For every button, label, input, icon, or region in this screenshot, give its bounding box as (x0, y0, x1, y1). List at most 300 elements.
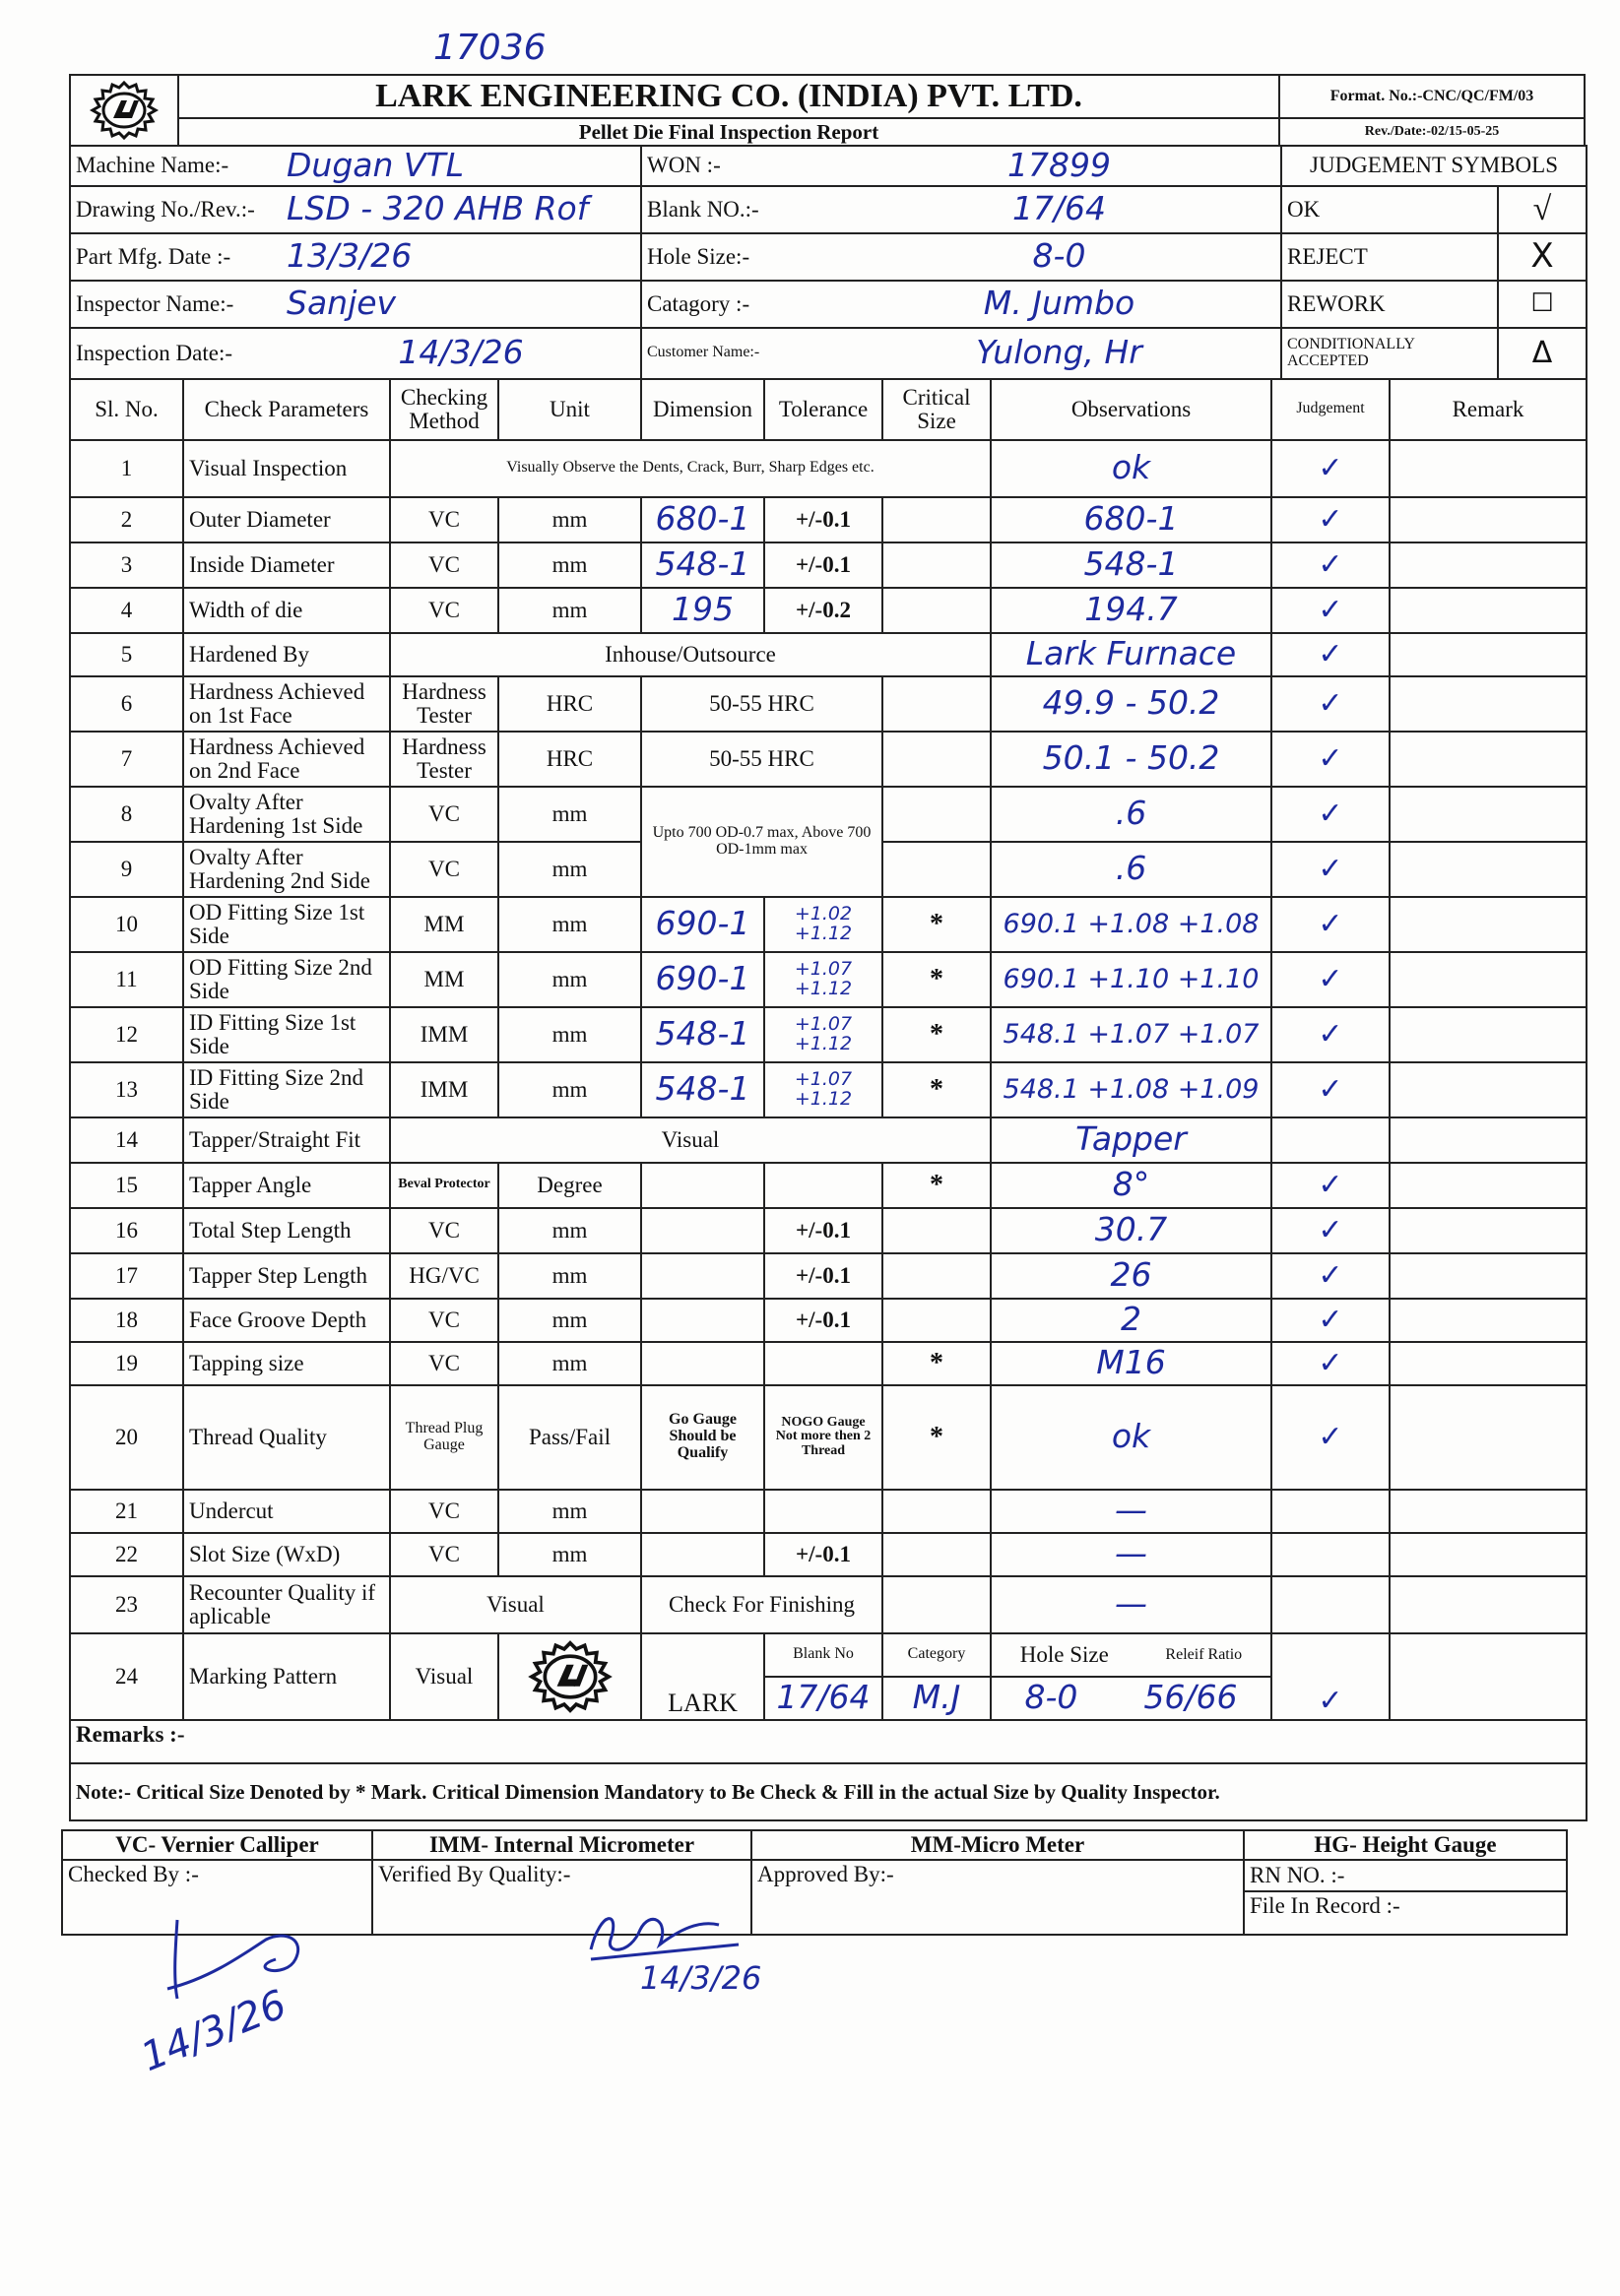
row-tolerance (764, 1342, 882, 1385)
row-judgement: ✓ (1271, 842, 1390, 897)
category-label: Catagory :- (641, 281, 838, 328)
row-sl: 8 (70, 787, 183, 842)
legend-vc: VC- Vernier Calliper (62, 1830, 372, 1860)
marking-hole-header: Hole Size (1019, 1641, 1109, 1667)
row-sl: 17 (70, 1253, 183, 1299)
row-sl: 7 (70, 732, 183, 787)
row-observation: 548-1 (991, 542, 1271, 588)
row-critical (882, 542, 991, 588)
row-dimension (641, 1490, 764, 1533)
row-judgement: ✓ (1271, 676, 1390, 732)
row-observation: .6 (991, 787, 1271, 842)
table-row (70, 1007, 1587, 1062)
row-tolerance: +1.07 +1.12 (764, 952, 882, 1007)
checked-by-label: Checked By :- (62, 1860, 372, 1935)
row-critical: * (882, 952, 991, 1007)
company-logo (70, 75, 178, 146)
row-remark (1390, 1342, 1587, 1385)
table-row (70, 1342, 1587, 1385)
row-observation: 50.1 - 50.2 (991, 732, 1271, 787)
row-judgement: ✓ (1271, 1633, 1390, 1720)
marking-hole-ratio-header (991, 1633, 1271, 1677)
table-row (70, 1633, 1587, 1677)
row-dimension: 680-1 (641, 497, 764, 542)
row-observation: — (991, 1576, 1271, 1633)
row-judgement (1271, 1117, 1390, 1163)
row-method: HG/VC (390, 1253, 498, 1299)
row-method: Beval Protector (390, 1163, 498, 1208)
row-observation: Lark Furnace (991, 633, 1271, 676)
row-dimension (641, 1208, 764, 1253)
table-row (70, 787, 1587, 842)
row-span-text: Inhouse/Outsource (390, 633, 991, 676)
row-critical (882, 588, 991, 633)
row-judgement: ✓ (1271, 787, 1390, 842)
row-critical: * (882, 1007, 991, 1062)
row-remark (1390, 676, 1587, 732)
row-remark (1390, 1163, 1587, 1208)
inspector-label: Inspector Name:- (70, 281, 282, 328)
table-row (70, 732, 1587, 787)
machine-value: Dugan VTL (282, 146, 641, 186)
rn-no-label: RN NO. :- (1244, 1860, 1567, 1891)
marking-blank-value: 17/64 (764, 1677, 882, 1720)
table-row (70, 897, 1587, 952)
machine-label: Machine Name:- (70, 146, 282, 186)
row-critical: * (882, 1342, 991, 1385)
row-param: OD Fitting Size 1st Side (183, 897, 390, 952)
row-dimension: 690-1 (641, 897, 764, 952)
row-param: Slot Size (WxD) (183, 1533, 390, 1576)
row-critical (882, 842, 991, 897)
row-critical (882, 1299, 991, 1342)
row-critical (882, 497, 991, 542)
info-table (69, 145, 1588, 380)
row-unit: mm (498, 1342, 641, 1385)
table-row (70, 440, 1587, 497)
legend-imm: IMM- Internal Micrometer (372, 1830, 751, 1860)
row-param: ID Fitting Size 1st Side (183, 1007, 390, 1062)
judge-rework-label: REWORK (1281, 281, 1498, 328)
row-observation: Tapper (991, 1117, 1271, 1163)
row-dimension: Go Gauge Should be Qualify (641, 1385, 764, 1490)
row-critical: * (882, 1163, 991, 1208)
row-tolerance: +/-0.1 (764, 497, 882, 542)
row-remark (1390, 1576, 1587, 1633)
format-no: Format. No.:-CNC/QC/FM/03 (1279, 75, 1585, 118)
marking-logo (498, 1633, 641, 1720)
row-unit: Degree (498, 1163, 641, 1208)
row-critical: * (882, 1385, 991, 1490)
table-row (70, 542, 1587, 588)
row-remark (1390, 542, 1587, 588)
report-title: Pellet Die Final Inspection Report (178, 118, 1279, 146)
table-row (70, 497, 1587, 542)
table-row (70, 1533, 1587, 1576)
col-param: Check Parameters (183, 379, 390, 440)
row-sl: 10 (70, 897, 183, 952)
row-critical (882, 1533, 991, 1576)
table-row (70, 1253, 1587, 1299)
row-remark (1390, 588, 1587, 633)
row-param: Undercut (183, 1490, 390, 1533)
row-sl: 23 (70, 1576, 183, 1633)
top-note: 17036 (433, 28, 547, 68)
row-remark (1390, 1062, 1587, 1117)
row-sl: 20 (70, 1385, 183, 1490)
row-observation: .6 (991, 842, 1271, 897)
marking-category-value: M.J (882, 1677, 991, 1720)
table-row (70, 1576, 1587, 1633)
row-critical (882, 676, 991, 732)
row-unit: mm (498, 1299, 641, 1342)
marking-hole-value: 8-0 (1024, 1678, 1078, 1717)
row-remark (1390, 1385, 1587, 1490)
row-unit: mm (498, 1533, 641, 1576)
row-spec: 50-55 HRC (641, 676, 882, 732)
marking-blank-header: Blank No (764, 1633, 882, 1677)
row-param: Face Groove Depth (183, 1299, 390, 1342)
row-observation: 680-1 (991, 497, 1271, 542)
row-dimension: 195 (641, 588, 764, 633)
row-dimension: 548-1 (641, 542, 764, 588)
row-observation: — (991, 1533, 1271, 1576)
row-remark (1390, 1253, 1587, 1299)
row-sl: 13 (70, 1062, 183, 1117)
row-param: Outer Diameter (183, 497, 390, 542)
row-judgement: ✓ (1271, 633, 1390, 676)
row-method: VC (390, 787, 498, 842)
verified-by-label: Verified By Quality:- (372, 1860, 751, 1935)
marking-hole-ratio-values (991, 1677, 1271, 1720)
row-unit: mm (498, 952, 641, 1007)
row-unit: mm (498, 897, 641, 952)
row-sl: 3 (70, 542, 183, 588)
row-critical (882, 1490, 991, 1533)
row-sl: 19 (70, 1342, 183, 1385)
row-judgement: ✓ (1271, 588, 1390, 633)
table-row (70, 676, 1587, 732)
row-unit: mm (498, 542, 641, 588)
row-remark (1390, 952, 1587, 1007)
row-sl: 4 (70, 588, 183, 633)
drawing-value: LSD - 320 AHB Rof (282, 186, 641, 233)
row-sl: 5 (70, 633, 183, 676)
row-dimension (641, 1253, 764, 1299)
row-tolerance: +/-0.1 (764, 1299, 882, 1342)
col-unit: Unit (498, 379, 641, 440)
row-dimension: 548-1 (641, 1062, 764, 1117)
table-row (70, 952, 1587, 1007)
row-method: Thread Plug Gauge (390, 1385, 498, 1490)
row-judgement: ✓ (1271, 1299, 1390, 1342)
customer-label: Customer Name:- (641, 328, 838, 379)
row-unit: mm (498, 1208, 641, 1253)
row-remark (1390, 1533, 1587, 1576)
row-param: Visual Inspection (183, 440, 390, 497)
row-tolerance: NOGO Gauge Not more then 2 Thread (764, 1385, 882, 1490)
file-in-record-label: File In Record :- (1244, 1891, 1567, 1935)
row-remark (1390, 1208, 1587, 1253)
row-tolerance (764, 1163, 882, 1208)
row-unit: Pass/Fail (498, 1385, 641, 1490)
row-tolerance: +/-0.1 (764, 1533, 882, 1576)
row-param: Tapper Step Length (183, 1253, 390, 1299)
row-observation: 548.1 +1.08 +1.09 (991, 1062, 1271, 1117)
col-observations: Observations (991, 379, 1271, 440)
row-param: Marking Pattern (183, 1633, 390, 1720)
row-param: Ovalty After Hardening 2nd Side (183, 842, 390, 897)
row-unit: mm (498, 588, 641, 633)
header-table (69, 74, 1586, 147)
row-critical (882, 732, 991, 787)
judge-cond-symbol: Δ (1498, 328, 1587, 379)
row-remark (1390, 1490, 1587, 1533)
row-method: VC (390, 1208, 498, 1253)
row-remark (1390, 732, 1587, 787)
row-sl: 16 (70, 1208, 183, 1253)
remarks-row (70, 1720, 1587, 1763)
category-value: M. Jumbo (838, 281, 1281, 328)
row-method: Hardness Tester (390, 732, 498, 787)
table-row (70, 588, 1587, 633)
row-observation: ok (991, 440, 1271, 497)
row-tolerance: +/-0.1 (764, 542, 882, 588)
blank-label: Blank NO.:- (641, 186, 838, 233)
row-param: Width of die (183, 588, 390, 633)
row-method: MM (390, 897, 498, 952)
row-judgement: ✓ (1271, 1062, 1390, 1117)
row-critical (882, 1576, 991, 1633)
row-remark (1390, 1299, 1587, 1342)
row-sl: 6 (70, 676, 183, 732)
row-judgement: ✓ (1271, 1208, 1390, 1253)
row-method: IMM (390, 1007, 498, 1062)
row-method: MM (390, 952, 498, 1007)
drawing-label: Drawing No./Rev.:- (70, 186, 282, 233)
won-value: 17899 (838, 146, 1281, 186)
col-dimension: Dimension (641, 379, 764, 440)
marking-ratio-value: 56/66 (1143, 1678, 1238, 1717)
row-param: Inside Diameter (183, 542, 390, 588)
row-spec: Check For Finishing (641, 1576, 882, 1633)
row-span-text: Visual (390, 1117, 991, 1163)
note-text: Note:- Critical Size Denoted by * Mark. Critical Dimension Mandatory to Be Check & Fill in the actual Size by Quality Inspector. (70, 1763, 1587, 1820)
row-tolerance: +/-0.1 (764, 1253, 882, 1299)
judge-ok-label: OK (1281, 186, 1498, 233)
row-judgement: ✓ (1271, 897, 1390, 952)
row-remark (1390, 1007, 1587, 1062)
marking-category-header: Category (882, 1633, 991, 1677)
row-sl: 11 (70, 952, 183, 1007)
row-unit: mm (498, 1007, 641, 1062)
row-unit: HRC (498, 676, 641, 732)
row-remark (1390, 1633, 1587, 1720)
part-date-label: Part Mfg. Date :- (70, 233, 282, 281)
row-dimension (641, 1299, 764, 1342)
row-judgement: ✓ (1271, 1163, 1390, 1208)
row-param: Total Step Length (183, 1208, 390, 1253)
row-unit: mm (498, 842, 641, 897)
table-row (70, 633, 1587, 676)
legend-mm: MM-Micro Meter (751, 1830, 1244, 1860)
row-tolerance: +1.07 +1.12 (764, 1007, 882, 1062)
insp-date-value: 14/3/26 (282, 328, 641, 379)
row-remark (1390, 897, 1587, 952)
row-judgement: ✓ (1271, 1385, 1390, 1490)
row-param: Hardness Achieved on 1st Face (183, 676, 390, 732)
row-critical: * (882, 897, 991, 952)
inspection-table (69, 378, 1588, 1821)
row-param: Ovalty After Hardening 1st Side (183, 787, 390, 842)
marking-lark-text: LARK (641, 1633, 764, 1720)
row-unit: HRC (498, 732, 641, 787)
row-observation: M16 (991, 1342, 1271, 1385)
row-unit: mm (498, 787, 641, 842)
row-method: Visual (390, 1576, 641, 1633)
row-observation: — (991, 1490, 1271, 1533)
row-observation: 194.7 (991, 588, 1271, 633)
row-sl: 21 (70, 1490, 183, 1533)
row-dimension (641, 1163, 764, 1208)
row-method: IMM (390, 1062, 498, 1117)
row-judgement: ✓ (1271, 1007, 1390, 1062)
row-span-text: Visually Observe the Dents, Crack, Burr, Sharp Edges etc. (390, 440, 991, 497)
row-tolerance: +/-0.1 (764, 1208, 882, 1253)
row-remark (1390, 440, 1587, 497)
row-judgement: ✓ (1271, 542, 1390, 588)
row-critical (882, 787, 991, 842)
row-observation: 2 (991, 1299, 1271, 1342)
row-remark (1390, 842, 1587, 897)
inspector-value: Sanjev (282, 281, 641, 328)
row-critical: * (882, 1062, 991, 1117)
row-tolerance: +1.02 +1.12 (764, 897, 882, 952)
row-sl: 9 (70, 842, 183, 897)
row-judgement: ✓ (1271, 497, 1390, 542)
row-remark (1390, 1117, 1587, 1163)
row-method: VC (390, 1533, 498, 1576)
hole-label: Hole Size:- (641, 233, 838, 281)
row-remark (1390, 633, 1587, 676)
table-row (70, 1385, 1587, 1490)
row-param: ID Fitting Size 2nd Side (183, 1062, 390, 1117)
inspection-report-sheet (69, 74, 1586, 1936)
judge-rework-symbol: ☐ (1498, 281, 1587, 328)
row-spec: 50-55 HRC (641, 732, 882, 787)
row-param: Tapping size (183, 1342, 390, 1385)
row-param: Tapper Angle (183, 1163, 390, 1208)
table-row (70, 1208, 1587, 1253)
table-row (70, 1163, 1587, 1208)
row-critical (882, 1208, 991, 1253)
customer-value: Yulong, Hr (838, 328, 1281, 379)
row-judgement: ✓ (1271, 952, 1390, 1007)
insp-date-label: Inspection Date:- (70, 328, 282, 379)
row-sl: 12 (70, 1007, 183, 1062)
row-method: Visual (390, 1633, 498, 1720)
row-tolerance: +/-0.2 (764, 588, 882, 633)
row-observation: 30.7 (991, 1208, 1271, 1253)
row-observation: 690.1 +1.10 +1.10 (991, 952, 1271, 1007)
row-judgement (1271, 1490, 1390, 1533)
hole-value: 8-0 (838, 233, 1281, 281)
col-critical: Critical Size (882, 379, 991, 440)
table-row (70, 1062, 1587, 1117)
row-method: VC (390, 1490, 498, 1533)
row-param: Recounter Quality if aplicable (183, 1576, 390, 1633)
note-row (70, 1763, 1587, 1820)
row-sl: 1 (70, 440, 183, 497)
row-unit: mm (498, 1253, 641, 1299)
approved-by-label: Approved By:- (751, 1860, 1244, 1935)
row-observation: 49.9 - 50.2 (991, 676, 1271, 732)
row-spec: Upto 700 OD-0.7 max, Above 700 OD-1mm max (641, 787, 882, 897)
won-label: WON :- (641, 146, 838, 186)
rev-date: Rev./Date:-02/15-05-25 (1279, 118, 1585, 146)
row-method: VC (390, 1299, 498, 1342)
judge-reject-symbol: X (1498, 233, 1587, 281)
row-dimension: 690-1 (641, 952, 764, 1007)
row-param: Tapper/Straight Fit (183, 1117, 390, 1163)
row-judgement: ✓ (1271, 440, 1390, 497)
row-param: Thread Quality (183, 1385, 390, 1490)
col-remark: Remark (1390, 379, 1587, 440)
row-sl: 15 (70, 1163, 183, 1208)
row-remark (1390, 497, 1587, 542)
row-sl: 22 (70, 1533, 183, 1576)
row-critical (882, 1253, 991, 1299)
row-dimension: 548-1 (641, 1007, 764, 1062)
row-unit: mm (498, 497, 641, 542)
row-sl: 14 (70, 1117, 183, 1163)
col-judgement: Judgement (1271, 379, 1390, 440)
row-judgement: ✓ (1271, 732, 1390, 787)
judge-cond-label: CONDITIONALLY ACCEPTED (1281, 328, 1498, 379)
row-observation: 548.1 +1.07 +1.07 (991, 1007, 1271, 1062)
row-observation: 26 (991, 1253, 1271, 1299)
row-method: VC (390, 842, 498, 897)
col-method: Checking Method (390, 379, 498, 440)
table-row (70, 1490, 1587, 1533)
row-observation: ok (991, 1385, 1271, 1490)
judge-reject-label: REJECT (1281, 233, 1498, 281)
row-sl: 18 (70, 1299, 183, 1342)
row-method: VC (390, 588, 498, 633)
row-unit: mm (498, 1062, 641, 1117)
row-dimension (641, 1342, 764, 1385)
verified-by-date: 14/3/26 (640, 1959, 762, 1997)
row-method: VC (390, 497, 498, 542)
row-unit: mm (498, 1490, 641, 1533)
row-judgement: ✓ (1271, 1342, 1390, 1385)
judgement-title: JUDGEMENT SYMBOLS (1281, 146, 1587, 186)
row-tolerance (764, 1490, 882, 1533)
row-dimension (641, 1533, 764, 1576)
row-method: VC (390, 542, 498, 588)
marking-ratio-header: Releif Ratio (1165, 1645, 1243, 1663)
col-sl: Sl. No. (70, 379, 183, 440)
col-tolerance: Tolerance (764, 379, 882, 440)
row-param: Hardness Achieved on 2nd Face (183, 732, 390, 787)
row-tolerance: +1.07 +1.12 (764, 1062, 882, 1117)
legend-hg: HG- Height Gauge (1244, 1830, 1567, 1860)
row-sl: 24 (70, 1633, 183, 1720)
row-method: Hardness Tester (390, 676, 498, 732)
row-param: Hardened By (183, 633, 390, 676)
table-row (70, 1117, 1587, 1163)
row-observation: 690.1 +1.08 +1.08 (991, 897, 1271, 952)
